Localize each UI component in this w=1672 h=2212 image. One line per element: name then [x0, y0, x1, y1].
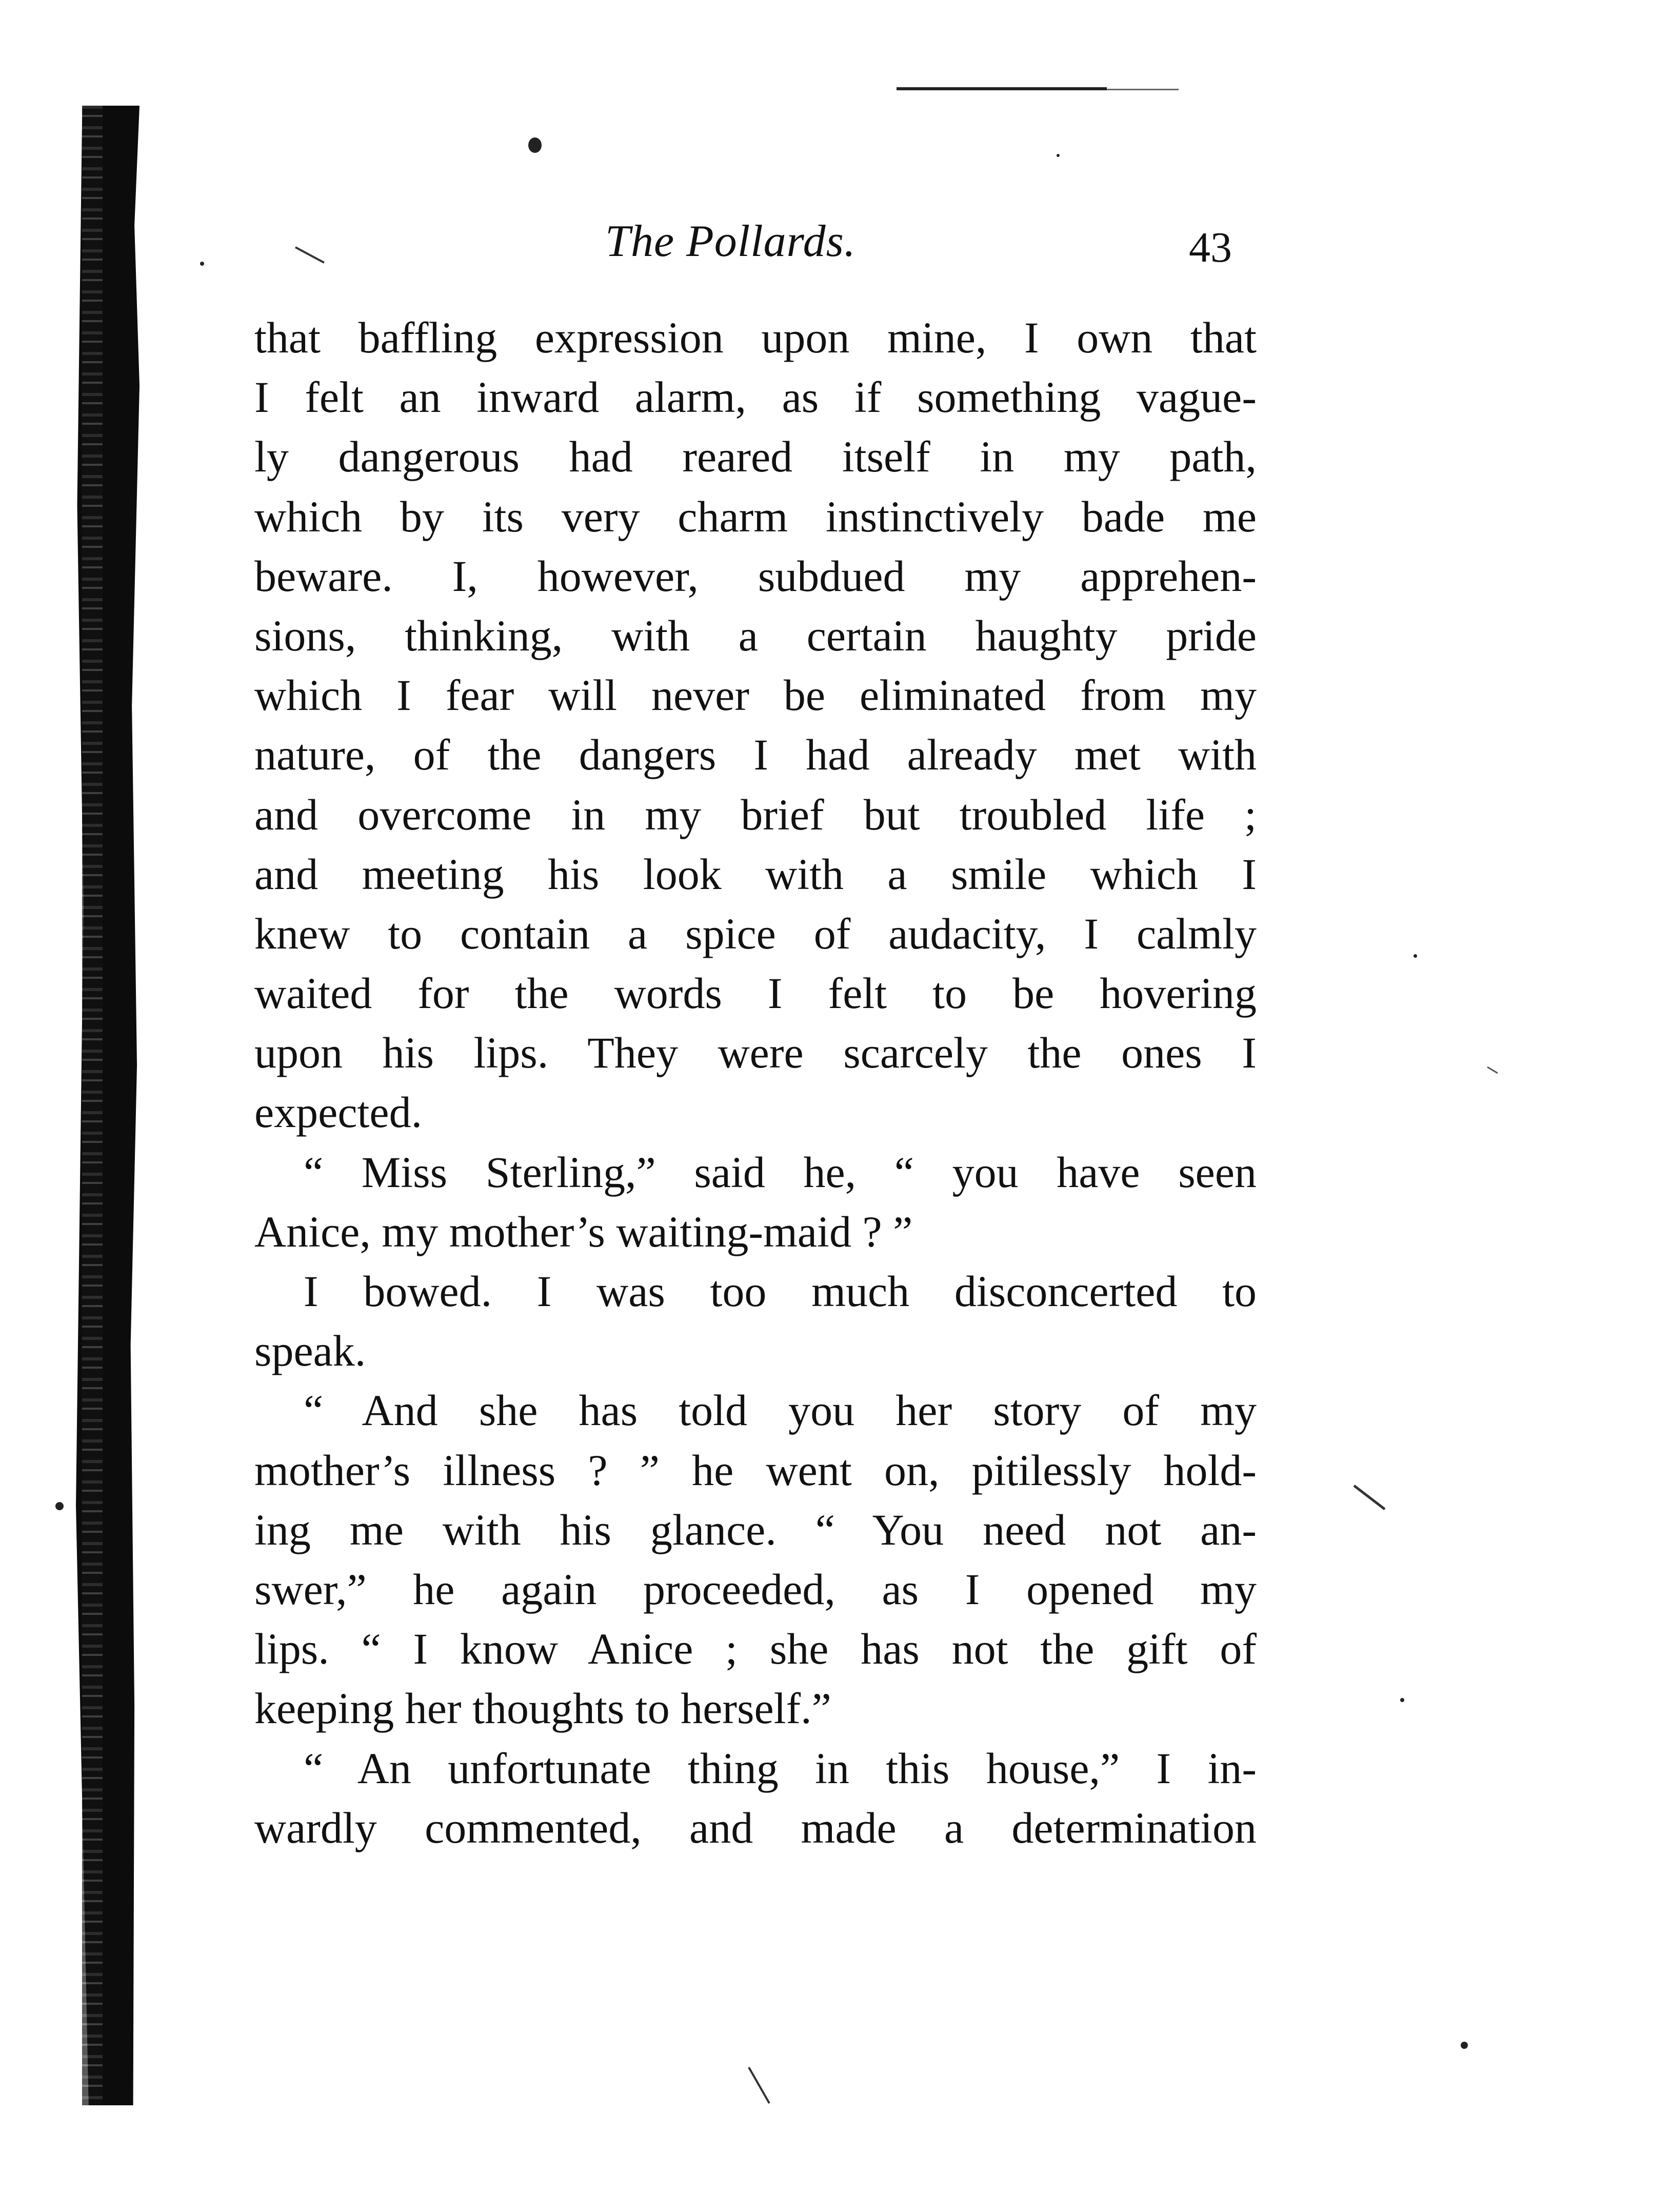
- text-line: nature, of the dangers I had already met with: [254, 730, 1257, 780]
- running-title: The Pollards.: [605, 216, 856, 266]
- text-line: expected.: [254, 1088, 423, 1137]
- text-line: “ An unfortunate thing in this house,” I in-: [304, 1743, 1257, 1793]
- text-line: I bowed. I was too much disconcerted to: [304, 1267, 1257, 1316]
- text-line: which I fear will never be eliminated from my: [254, 670, 1257, 720]
- text-line: ly dangerous had reared itself in my path,: [254, 432, 1257, 482]
- text-line: keeping her thoughts to herself.”: [254, 1684, 831, 1733]
- text-line: wardly commented, and made a determination: [254, 1803, 1257, 1852]
- text-line: upon his lips. They were scarcely the ones I: [254, 1028, 1257, 1078]
- text-line: mother’s illness ? ” he went on, pitilessly hold-: [254, 1445, 1257, 1495]
- text-line: Anice, my mother’s waiting-maid ? ”: [254, 1207, 913, 1256]
- text-line: “ And she has told you her story of my: [304, 1386, 1257, 1435]
- text-line: ing me with his glance. “ You need not an-: [254, 1505, 1257, 1554]
- text-line: that baffling expression upon mine, I own that: [254, 313, 1257, 362]
- page-number: 43: [1189, 224, 1232, 271]
- text-line: lips. “ I know Anice ; she has not the gift of: [254, 1624, 1257, 1674]
- text-line: swer,” he again proceeded, as I opened my: [254, 1564, 1257, 1614]
- text-line: and meeting his look with a smile which I: [254, 849, 1257, 899]
- text-line: sions, thinking, with a certain haughty pride: [254, 610, 1257, 660]
- text-line: knew to contain a spice of audacity, I calmly: [254, 908, 1257, 958]
- text-line: and overcome in my brief but troubled life ;: [254, 789, 1257, 839]
- text-line: beware. I, however, subdued my apprehen-: [254, 551, 1257, 601]
- text-line: I felt an inward alarm, as if something vague-: [254, 372, 1257, 422]
- text-line: “ Miss Sterling,” said he, “ you have seen: [304, 1147, 1257, 1197]
- text-line: waited for the words I felt to be hovering: [254, 969, 1257, 1018]
- text-line: speak.: [254, 1326, 366, 1376]
- text-line: which by its very charm instinctively bade me: [254, 491, 1257, 541]
